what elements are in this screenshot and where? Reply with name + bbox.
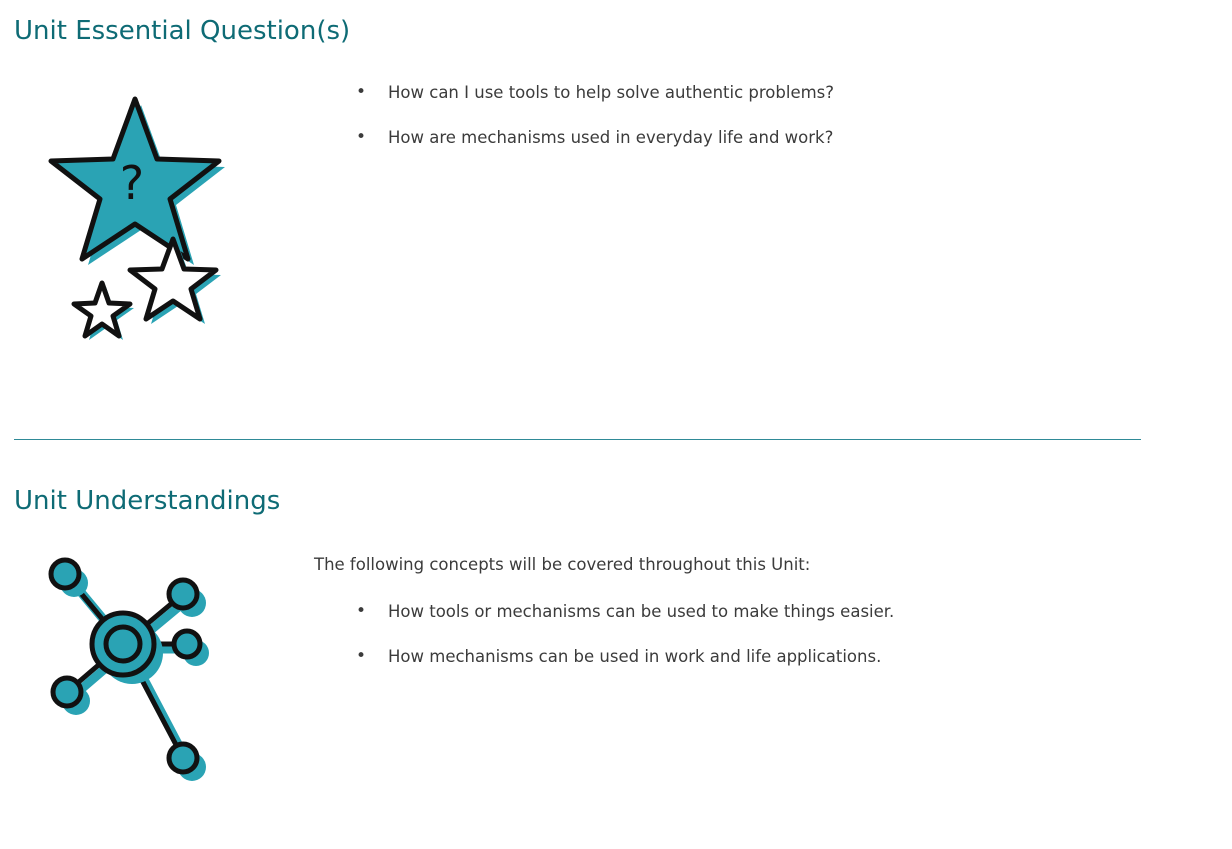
understandings-list <box>314 600 1232 670</box>
list-item: • How tools or mechanisms can be used to make things easier. <box>356 600 1232 625</box>
text-column <box>314 547 1232 689</box>
understandings-lead-text: The following concepts will be covered throughout this Unit: <box>314 555 811 575</box>
list-item: • How mechanisms can be used in work and life applications. <box>356 645 1232 670</box>
section-essential-questions <box>0 0 1232 357</box>
essential-questions-list <box>314 81 1232 151</box>
section-body <box>14 547 1232 797</box>
section-heading-understandings: Unit Understandings <box>14 486 281 517</box>
illustration-column <box>14 75 314 357</box>
question-mark-glyph: ? <box>119 156 145 211</box>
list-item: • How are mechanisms used in everyday life and work? <box>356 126 1232 151</box>
stars-question-icon <box>40 87 230 357</box>
illustration-column <box>14 547 314 797</box>
page-title: Unit Essential Question(s) <box>14 16 351 46</box>
text-column <box>314 75 1232 171</box>
network-node-icon <box>32 557 222 797</box>
section-understandings <box>0 440 1232 797</box>
section-body <box>14 75 1232 357</box>
list-item: • How can I use tools to help solve authentic problems? <box>356 81 1232 106</box>
